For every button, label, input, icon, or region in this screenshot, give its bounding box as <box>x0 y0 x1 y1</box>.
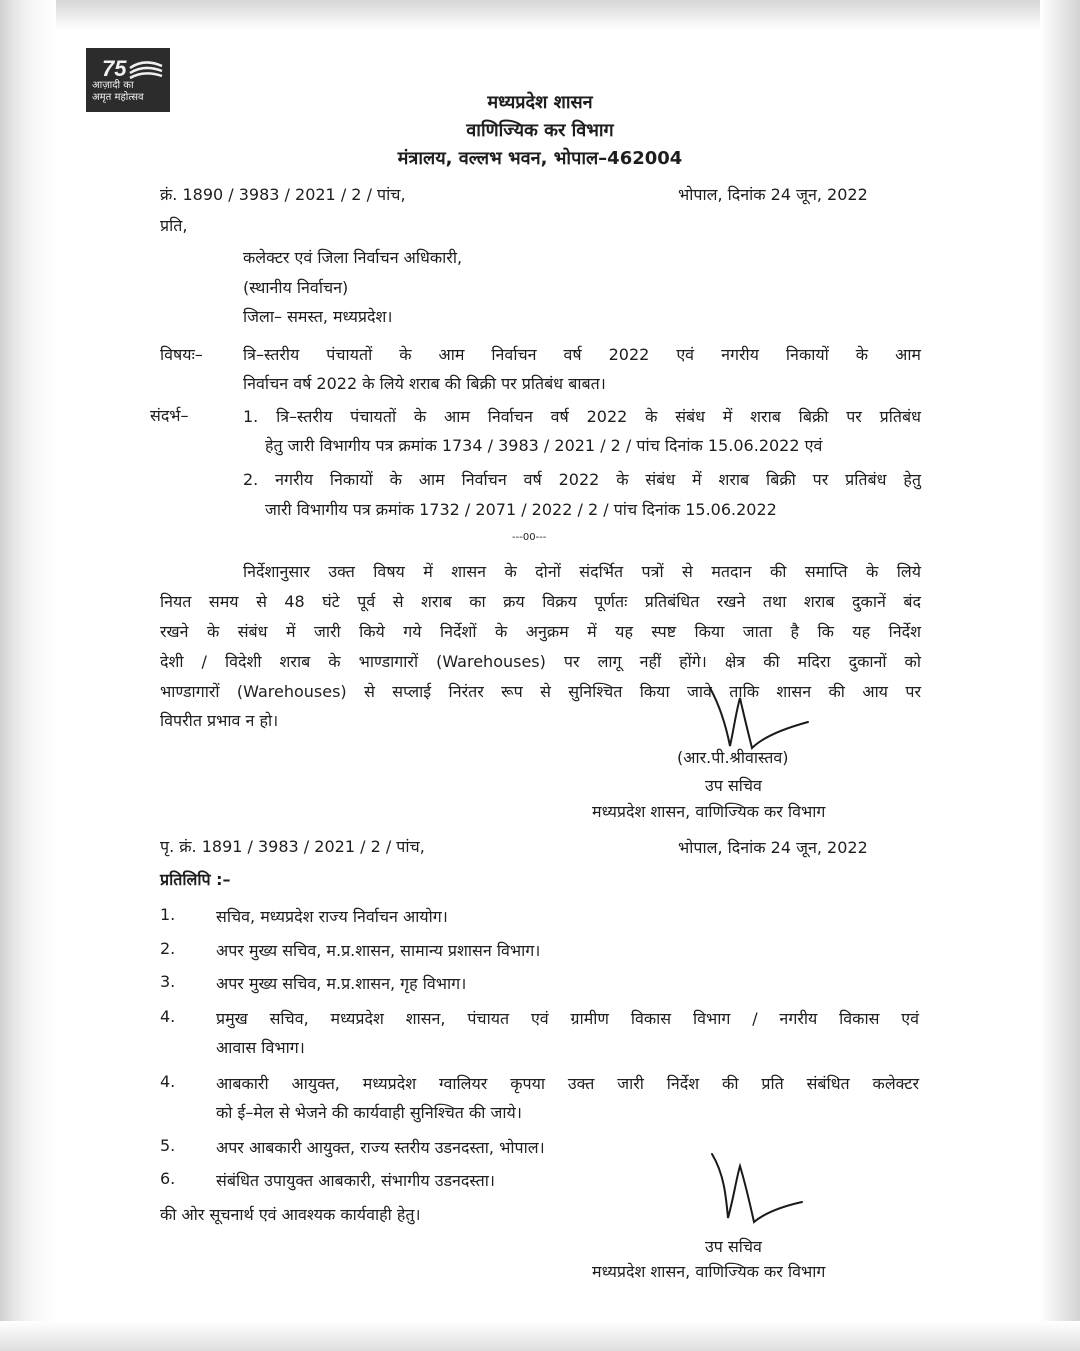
copy-item-num: 1. <box>160 905 176 924</box>
copy-item-5-line2: को ई–मेल से भेजने की कार्यवाही सुनिश्चित की जाये। <box>216 1103 522 1122</box>
copy-item-num: 2. <box>160 939 176 958</box>
body-line3: रखने के संबंध में जारी किये गये निर्देशों के अनुक्रम में यह स्पष्ट किया जाता है कि यह निर्देश <box>160 622 921 641</box>
body-line1: निर्देशानुसार उक्त विषय में शासन के दोनों संदर्भित पत्रों से मतदान की समाप्ति के लिये <box>243 562 921 581</box>
page-shadow-left <box>0 0 56 1351</box>
reference-1-line1: 1. त्रि–स्तरीय पंचायतों के आम निर्वाचन वर्ष 2022 के संबंध में शराब बिक्री पर प्रतिबंध <box>243 407 921 426</box>
svg-text:75: 75 <box>102 56 127 81</box>
body-line6: विपरीत प्रभाव न हो। <box>160 711 279 730</box>
copy-item-4-line1: प्रमुख सचिव, मध्यप्रदेश शासन, पंचायत एवं ग्रामीण विकास विभाग / नगरीय विकास एवं <box>216 1009 919 1028</box>
page-shadow-right <box>1040 0 1080 1351</box>
copy-item-3: अपर मुख्य सचिव, म.प्र.शासन, गृह विभाग। <box>216 974 467 993</box>
endorsement-date: भोपाल, दिनांक 24 जून, 2022 <box>678 838 868 857</box>
page-shadow-top <box>0 0 1080 30</box>
header-line2: वाणिज्यिक कर विभाग <box>466 120 614 141</box>
signatory-name: (आर.पी.श्रीवास्तव) <box>677 748 789 767</box>
subject-label: विषयः– <box>160 345 203 364</box>
copy-item-2: अपर मुख्य सचिव, म.प्र.शासन, सामान्य प्रशासन विभाग। <box>216 941 541 960</box>
endorsement-designation: उप सचिव <box>705 1237 762 1256</box>
addressee-line2: (स्थानीय निर्वाचन) <box>243 278 349 297</box>
reference-2-line2: जारी विभागीय पत्र क्रमांक 1732 / 2071 / 2022 / 2 / पांच दिनांक 15.06.2022 <box>265 500 777 519</box>
signatory-designation: उप सचिव <box>705 776 762 795</box>
copy-item-4-line2: आवास विभाग। <box>216 1038 305 1057</box>
body-line5: भाण्डागारों (Warehouses) से सप्लाई निरंतर रूप से सुनिश्चित किया जावे ताकि शासन की आय पर <box>160 682 921 701</box>
closing-line: की ओर सूचनार्थ एवं आवश्यक कार्यवाही हेतु। <box>160 1205 421 1224</box>
copy-item-1: सचिव, मध्यप्रदेश राज्य निर्वाचन आयोग। <box>216 907 448 926</box>
copy-item-num: 3. <box>160 972 176 991</box>
logo-line2: अमृत महोत्सव <box>92 92 144 103</box>
endorsement-department: मध्यप्रदेश शासन, वाणिज्यिक कर विभाग <box>592 1262 826 1281</box>
page-shadow-bottom <box>0 1321 1080 1351</box>
addressee-line3: जिला– समस्त, मध्यप्रदेश। <box>243 307 393 326</box>
copy-item-7: संबंधित उपायुक्त आबकारी, संभागीय उडनदस्ता। <box>216 1171 495 1190</box>
body-line2: नियत समय से 48 घंटे पूर्व से शराब का क्रय विक्रय पूर्णतः प्रतिबंधित रखने तथा शराब दुकानें बंद <box>160 592 921 611</box>
reference-2-line1: 2. नगरीय निकायों के आम निर्वाचन वर्ष 2022 के संबंध में शराब बिक्री पर प्रतिबंध हेतु <box>243 470 921 489</box>
copy-item-num: 4. <box>160 1072 176 1091</box>
header-line3: मंत्रालय, वल्लभ भवन, भोपाल–462004 <box>397 148 683 169</box>
body-line4: देशी / विदेशी शराब के भाण्डागारों (Warehouses) पर लागू नहीं होंगे। क्षेत्र की मदिरा दुकानों को <box>160 652 921 671</box>
copy-item-num: 6. <box>160 1169 176 1188</box>
copy-item-6: अपर आबकारी आयुक्त, राज्य स्तरीय उडनदस्ता, भोपाल। <box>216 1138 545 1157</box>
ref-number: क्रं. 1890 / 3983 / 2021 / 2 / पांच, <box>160 185 406 204</box>
header-line1: मध्यप्रदेश शासन <box>487 92 593 113</box>
copy-item-num: 5. <box>160 1136 176 1155</box>
subject-line2: निर्वाचन वर्ष 2022 के लिये शराब की बिक्री पर प्रतिबंध बाबत। <box>243 374 606 393</box>
logo-line1: आज़ादी का <box>92 80 134 91</box>
ref-date: भोपाल, दिनांक 24 जून, 2022 <box>678 185 868 204</box>
reference-1-line2: हेतु जारी विभागीय पत्र क्रमांक 1734 / 3983 / 2021 / 2 / पांच दिनांक 15.06.2022 एवं <box>265 436 823 455</box>
to-prefix: प्रति, <box>160 216 188 235</box>
copy-item-5-line1: आबकारी आयुक्त, मध्यप्रदेश ग्वालियर कृपया उक्त जारी निर्देश की प्रति संबंधित कलेक्टर <box>216 1074 919 1093</box>
addressee-line1: कलेक्टर एवं जिला निर्वाचन अधिकारी, <box>243 248 463 267</box>
subject-line1: त्रि–स्तरीय पंचायतों के आम निर्वाचन वर्ष 2022 एवं नगरीय निकायों के आम <box>243 345 921 364</box>
separator: ---00--- <box>512 532 547 543</box>
copy-label: प्रतिलिपि :– <box>160 870 231 889</box>
endorsement-number: पृ. क्रं. 1891 / 3983 / 2021 / 2 / पांच, <box>160 837 425 856</box>
copy-item-num: 4. <box>160 1007 176 1026</box>
signatory-department: मध्यप्रदेश शासन, वाणिज्यिक कर विभाग <box>592 802 826 821</box>
signature-2-icon <box>690 1146 810 1236</box>
reference-label: संदर्भ– <box>150 406 189 425</box>
